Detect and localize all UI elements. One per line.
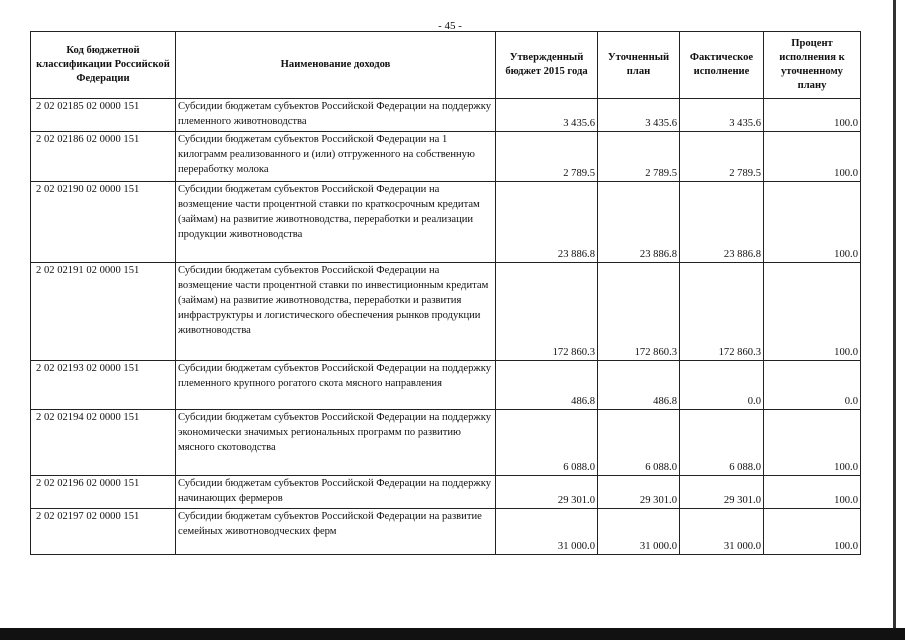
header-percent: Процент исполнения к уточненному плану bbox=[764, 32, 861, 99]
cell-actual: 172 860.3 bbox=[680, 263, 764, 361]
cell-actual: 23 886.8 bbox=[680, 182, 764, 263]
revenue-table bbox=[30, 31, 861, 555]
cell-actual: 3 435.6 bbox=[680, 99, 764, 132]
cell-name: Субсидии бюджетам субъектов Российской Федерации на возмещение части процентной ставки по краткосрочным кредитам (займам) на развитие животноводства, переработки и реализации продукции животноводства bbox=[176, 182, 496, 263]
cell-percent: 100.0 bbox=[764, 182, 861, 263]
cell-refined: 3 435.6 bbox=[598, 99, 680, 132]
cell-refined: 172 860.3 bbox=[598, 263, 680, 361]
cell-code: 2 02 02186 02 0000 151 bbox=[31, 132, 176, 182]
cell-refined: 6 088.0 bbox=[598, 410, 680, 476]
cell-refined: 2 789.5 bbox=[598, 132, 680, 182]
scan-edge-shadow bbox=[893, 0, 896, 628]
header-approved: Утвержденный бюджет 2015 года bbox=[496, 32, 598, 99]
table-header-row bbox=[31, 32, 861, 99]
cell-code: 2 02 02197 02 0000 151 bbox=[31, 509, 176, 555]
table-row bbox=[31, 263, 861, 361]
cell-approved: 2 789.5 bbox=[496, 132, 598, 182]
cell-approved: 3 435.6 bbox=[496, 99, 598, 132]
cell-approved: 31 000.0 bbox=[496, 509, 598, 555]
cell-name: Субсидии бюджетам субъектов Российской Федерации на поддержку племенного животноводства bbox=[176, 99, 496, 132]
cell-name: Субсидии бюджетам субъектов Российской Федерации на 1 килограмм реализованного и (или) отгруженного на собственную переработку молока bbox=[176, 132, 496, 182]
header-actual: Фактическое исполнение bbox=[680, 32, 764, 99]
scan-bottom-border bbox=[0, 628, 905, 640]
cell-percent: 100.0 bbox=[764, 476, 861, 509]
table-row bbox=[31, 182, 861, 263]
cell-refined: 23 886.8 bbox=[598, 182, 680, 263]
cell-percent: 100.0 bbox=[764, 410, 861, 476]
table-row bbox=[31, 410, 861, 476]
cell-percent: 100.0 bbox=[764, 99, 861, 132]
header-refined: Уточненный план bbox=[598, 32, 680, 99]
cell-name: Субсидии бюджетам субъектов Российской Федерации на поддержку экономически значимых региональных программ по развитию мясного скотоводства bbox=[176, 410, 496, 476]
cell-code: 2 02 02193 02 0000 151 bbox=[31, 361, 176, 410]
cell-approved: 29 301.0 bbox=[496, 476, 598, 509]
cell-percent: 100.0 bbox=[764, 509, 861, 555]
cell-refined: 486.8 bbox=[598, 361, 680, 410]
page-number: - 45 - bbox=[438, 20, 462, 32]
cell-actual: 0.0 bbox=[680, 361, 764, 410]
cell-actual: 2 789.5 bbox=[680, 132, 764, 182]
cell-approved: 23 886.8 bbox=[496, 182, 598, 263]
table-row bbox=[31, 361, 861, 410]
cell-percent: 100.0 bbox=[764, 263, 861, 361]
cell-actual: 6 088.0 bbox=[680, 410, 764, 476]
table-row bbox=[31, 99, 861, 132]
table-row bbox=[31, 132, 861, 182]
table-row bbox=[31, 509, 861, 555]
cell-name: Субсидии бюджетам субъектов Российской Федерации на поддержку племенного крупного рогатого скота мясного направления bbox=[176, 361, 496, 410]
cell-name: Субсидии бюджетам субъектов Российской Федерации на возмещение части процентной ставки по инвестиционным кредитам (займам) на развитие животноводства, переработки и развития инфраструктуры и логистического обеспечения рынков продукции животноводства bbox=[176, 263, 496, 361]
cell-approved: 6 088.0 bbox=[496, 410, 598, 476]
cell-percent: 100.0 bbox=[764, 132, 861, 182]
cell-name: Субсидии бюджетам субъектов Российской Федерации на развитие семейных животноводческих ферм bbox=[176, 509, 496, 555]
cell-name: Субсидии бюджетам субъектов Российской Федерации на поддержку начинающих фермеров bbox=[176, 476, 496, 509]
cell-approved: 172 860.3 bbox=[496, 263, 598, 361]
cell-actual: 29 301.0 bbox=[680, 476, 764, 509]
cell-actual: 31 000.0 bbox=[680, 509, 764, 555]
cell-approved: 486.8 bbox=[496, 361, 598, 410]
table-row bbox=[31, 476, 861, 509]
cell-code: 2 02 02196 02 0000 151 bbox=[31, 476, 176, 509]
cell-code: 2 02 02190 02 0000 151 bbox=[31, 182, 176, 263]
cell-refined: 29 301.0 bbox=[598, 476, 680, 509]
header-code: Код бюджетной классификации Российской Федерации bbox=[31, 32, 176, 99]
cell-code: 2 02 02191 02 0000 151 bbox=[31, 263, 176, 361]
cell-code: 2 02 02194 02 0000 151 bbox=[31, 410, 176, 476]
cell-refined: 31 000.0 bbox=[598, 509, 680, 555]
header-name: Наименование доходов bbox=[176, 32, 496, 99]
cell-code: 2 02 02185 02 0000 151 bbox=[31, 99, 176, 132]
cell-percent: 0.0 bbox=[764, 361, 861, 410]
